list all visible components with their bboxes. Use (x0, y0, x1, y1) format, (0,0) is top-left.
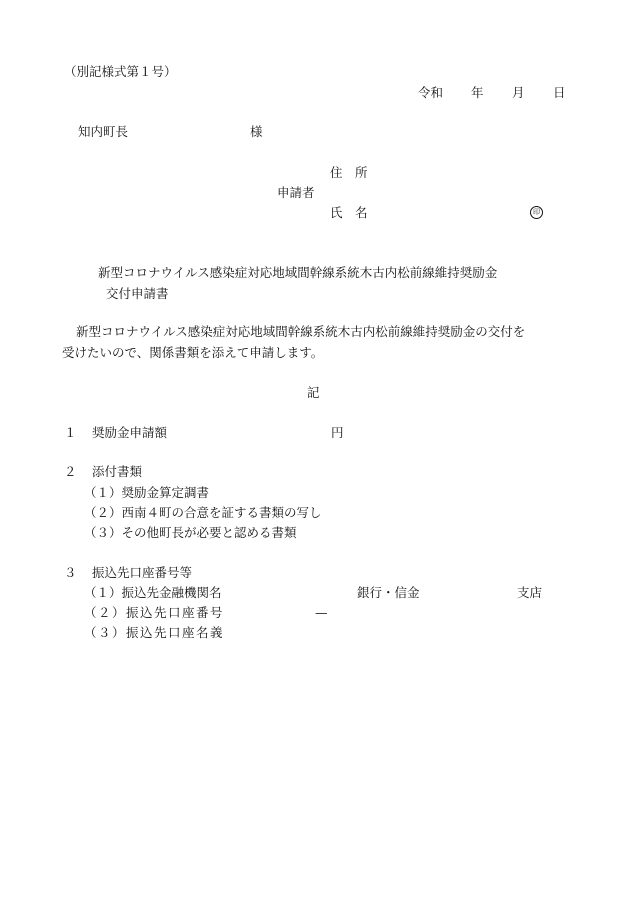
body-text-line2: 受けたいので、関係書類を添えて申請します。 (62, 345, 324, 360)
ki-heading: 記 (307, 385, 320, 400)
body-text-line1: 新型コロナウイルス感染症対応地域間幹線系統木古内松前線維持奨励金の交付を (76, 324, 526, 339)
form-label: （別記様式第１号） (64, 64, 177, 79)
item2-subitem-1: （１）奨励金算定調書 (84, 485, 210, 500)
item3-subitem-1: （１）振込先金融機関名 (84, 585, 222, 600)
item1-number: １ (64, 425, 77, 440)
item3-subitem-3: （３）振込先口座名義 (84, 625, 225, 640)
date-year: 年 (471, 85, 484, 100)
date-era: 令和 (418, 85, 444, 100)
item2-label: 添付書類 (92, 464, 143, 479)
item2-subitem-3: （３）その他町長が必要と認める書類 (84, 525, 297, 540)
document-title-line2: 交付申請書 (106, 286, 169, 301)
item2-subitem-2: （２）西南４町の合意を証する書類の写し (84, 505, 322, 520)
addressee-name: 知内町長 (78, 124, 129, 139)
item1-unit: 円 (331, 425, 344, 440)
account-number-dash: — (315, 605, 328, 620)
address-label: 住 所 (330, 165, 368, 180)
bank-type-label: 銀行・信金 (357, 585, 420, 600)
name-label: 氏 名 (330, 205, 368, 220)
branch-label: 支店 (517, 585, 543, 600)
date-day: 日 (553, 85, 566, 100)
item2-number: ２ (64, 464, 77, 479)
item3-subitem-2: （２）振込先口座番号 (84, 605, 225, 620)
applicant-label: 申請者 (277, 185, 315, 200)
addressee-honorific: 様 (250, 124, 263, 139)
item3-number: ３ (64, 565, 77, 580)
date-month: 月 (512, 85, 525, 100)
seal-mark-icon: 印 (530, 206, 543, 219)
item3-label: 振込先口座番号等 (92, 565, 193, 580)
item1-label: 奨励金申請額 (92, 425, 168, 440)
document-title-line1: 新型コロナウイルス感染症対応地域間幹線系統木古内松前線維持奨励金 (98, 265, 498, 280)
